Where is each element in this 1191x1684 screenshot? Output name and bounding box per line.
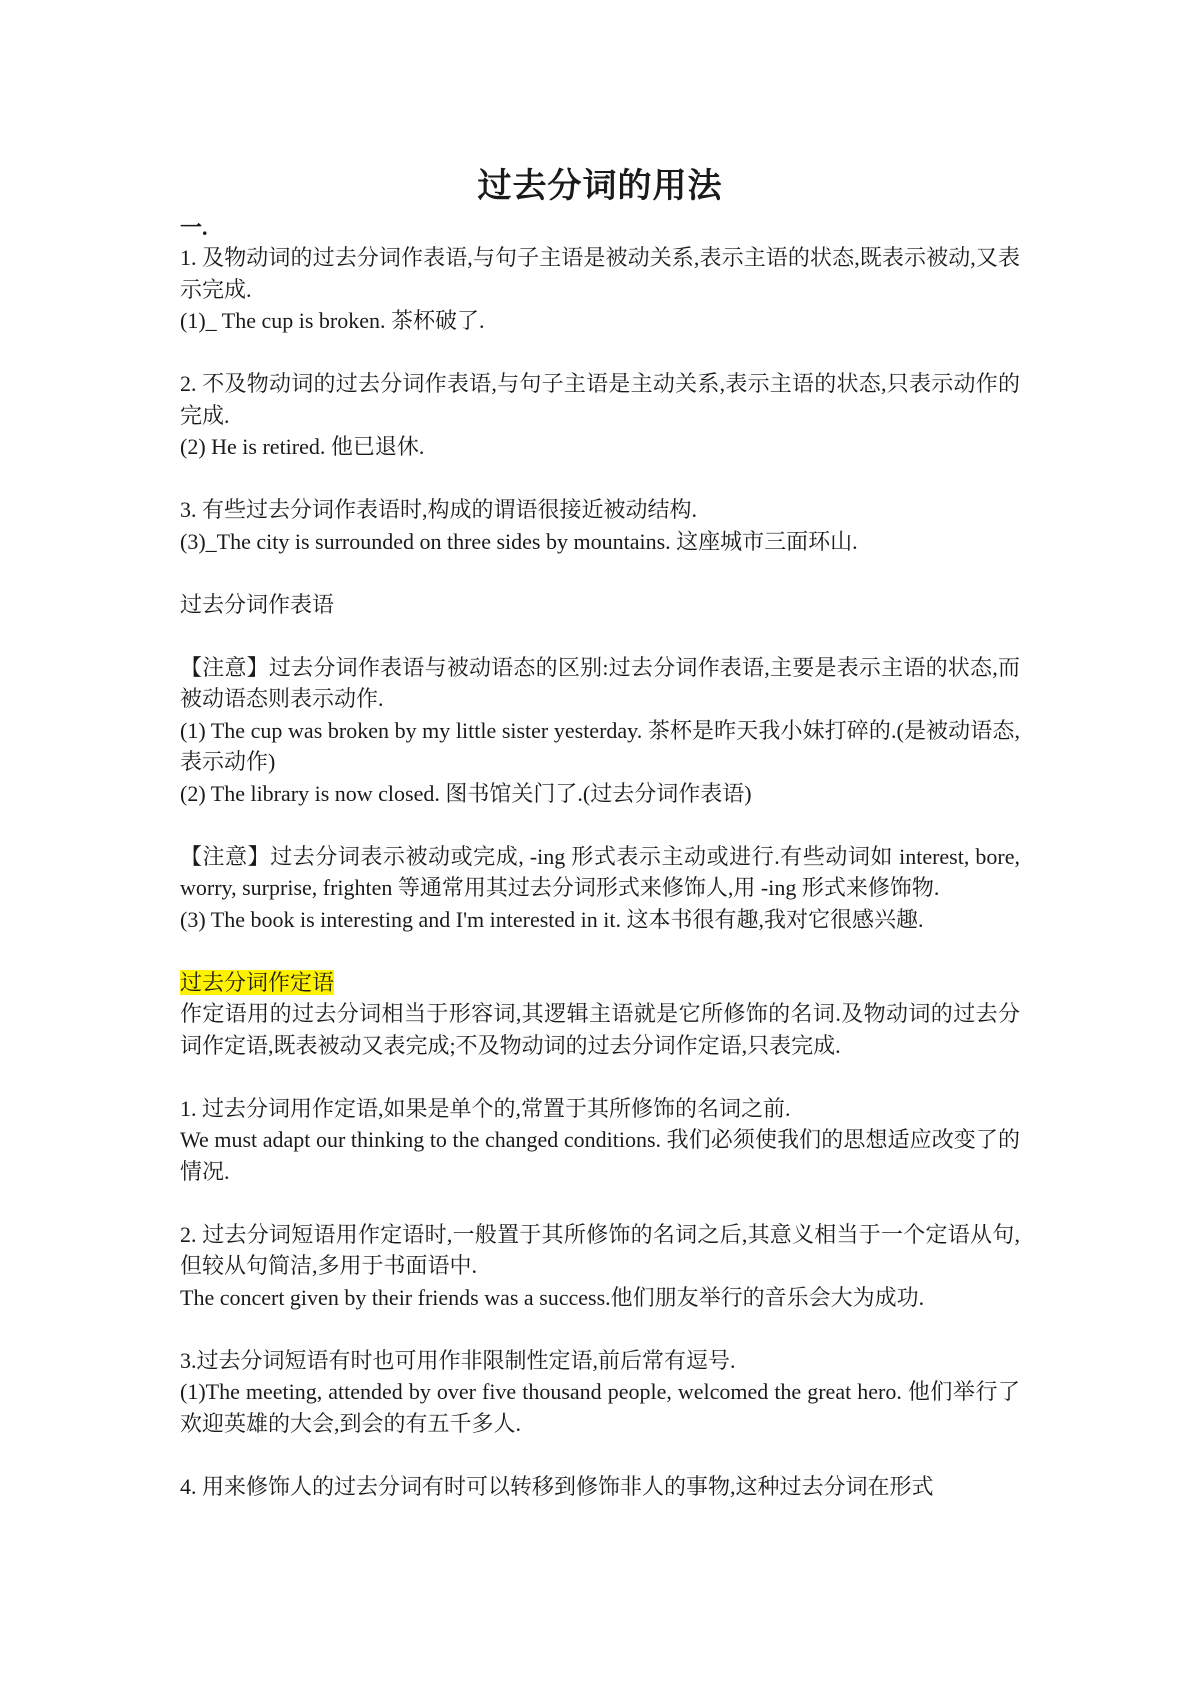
spacer: [180, 620, 1020, 652]
attributive-example-2: The concert given by their friends was a success.他们朋友举行的音乐会大为成功.: [180, 1284, 925, 1310]
note-2-example: (3) The book is interesting and I'm interested in it. 这本书很有趣,我对它很感兴趣.: [180, 906, 924, 932]
page-title: 过去分词的用法: [477, 166, 723, 206]
spacer: [180, 809, 1020, 841]
note-2: 【注意】过去分词表示被动或完成, -ing 形式表示主动或进行.有些动词如 interest, bore, worry, surprise, frighten 等通常用其过去分词形式来修饰人,用 -ing 形式来修饰物.: [180, 843, 1020, 900]
attributive-example-1: We must adapt our thinking to the changed conditions. 我们必须使我们的思想适应改变了的情况.: [180, 1127, 1020, 1184]
example-3: (3)_The city is surrounded on three sides by mountains. 这座城市三面环山.: [180, 528, 858, 554]
highlighted-heading: 过去分词作定语: [180, 969, 335, 995]
attributive-rule-3: 3.过去分词短语有时也可用作非限制性定语,前后常有逗号.: [180, 1347, 736, 1373]
document-page: [180, 162, 1020, 1502]
attributive-rule-1: 1. 过去分词用作定语,如果是单个的,常置于其所修饰的名词之前.: [180, 1095, 791, 1121]
attributive-rule-2: 2. 过去分词短语用作定语时,一般置于其所修饰的名词之后,其意义相当于一个定语从句,但较从句简洁,多用于书面语中.: [180, 1221, 1020, 1278]
attributive-intro: 作定语用的过去分词相当于形容词,其逻辑主语就是它所修饰的名词.及物动词的过去分词作定语,既表被动又表完成;不及物动词的过去分词作定语,只表完成.: [180, 1001, 1020, 1058]
spacer: [180, 557, 1020, 589]
rule-2: 2. 不及物动词的过去分词作表语,与句子主语是主动关系,表示主语的状态,只表示动作的完成.: [180, 371, 1020, 428]
attributive-rule-4: 4. 用来修饰人的过去分词有时可以转移到修饰非人的事物,这种过去分词在形式: [180, 1473, 934, 1499]
section-mark: 一.: [180, 215, 208, 240]
spacer: [180, 337, 1020, 369]
spacer: [180, 1439, 1020, 1471]
section-heading-attributive: [180, 967, 1020, 999]
rule-1: 1. 及物动词的过去分词作表语,与句子主语是被动关系,表示主语的状态,既表示被动,又表示完成.: [180, 245, 1020, 302]
spacer: [180, 1313, 1020, 1345]
example-1: (1)_ The cup is broken. 茶杯破了.: [180, 308, 485, 333]
note-1: 【注意】过去分词作表语与被动语态的区别:过去分词作表语,主要是表示主语的状态,而被动语态则表示动作.: [180, 654, 1020, 711]
spacer: [180, 935, 1020, 967]
attributive-example-3: (1)The meeting, attended by over five thousand people, welcomed the great hero. 他们举行了欢迎英雄的大会,到会的有五千多人.: [180, 1379, 1020, 1436]
note-1-example-1: (1) The cup was broken by my little sister yesterday. 茶杯是昨天我小妹打碎的.(是被动语态,表示动作): [180, 717, 1020, 774]
section-heading-predicative: 过去分词作表语: [180, 591, 335, 617]
example-2: (2) He is retired. 他已退休.: [180, 434, 425, 459]
rule-3: 3. 有些过去分词作表语时,构成的谓语很接近被动结构.: [180, 497, 698, 522]
note-1-example-2: (2) The library is now closed. 图书馆关门了.(过去分词作表语): [180, 780, 752, 806]
spacer: [180, 463, 1020, 495]
spacer: [180, 1187, 1020, 1219]
spacer: [180, 1061, 1020, 1093]
